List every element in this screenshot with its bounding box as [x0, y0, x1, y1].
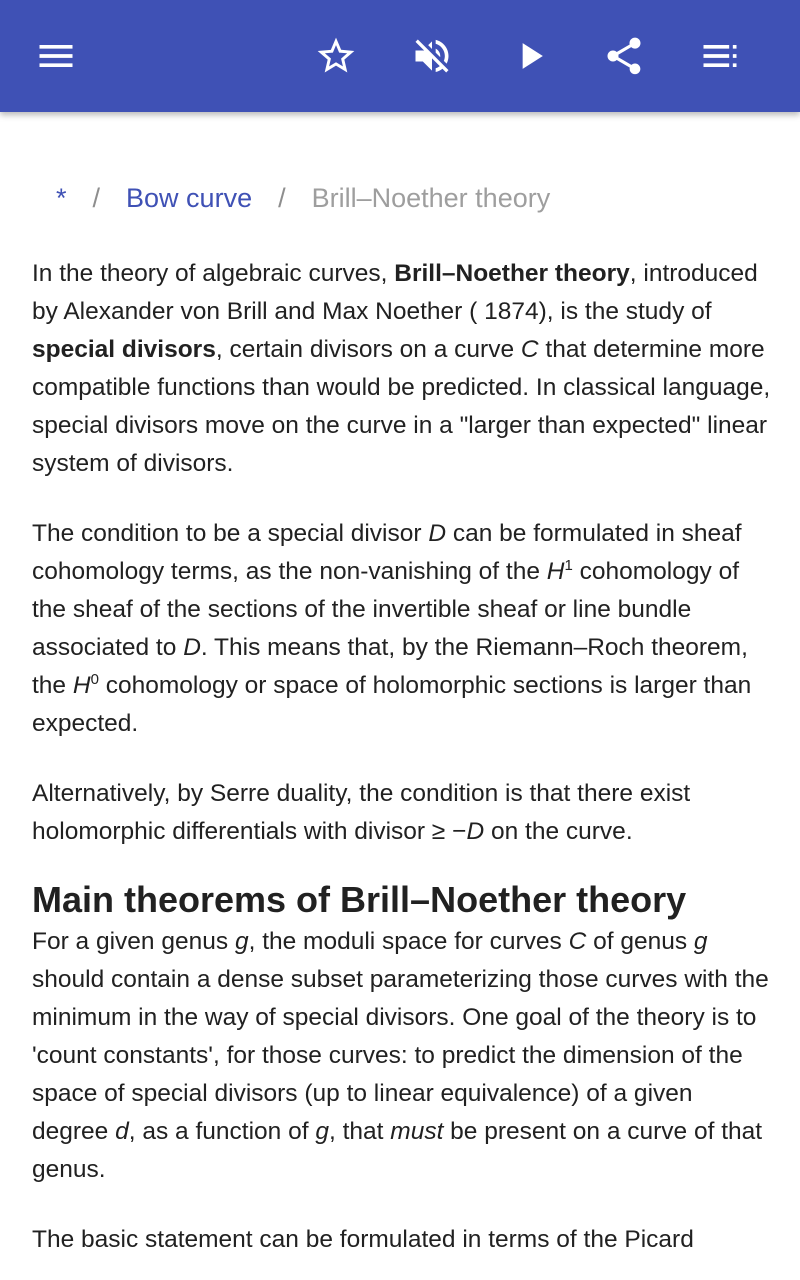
share-button[interactable]: [596, 28, 652, 84]
genus-paragraph: For a given genus g, the moduli space for curves C of genus g should contain a dense subset parameterizing those curves with the minimum in the way of special divisors. One goal of the theory is to 'count constants', for those curves: to predict the dimension of the space of special divisors (up to linear equivalence) of a given degree d, as a function of g, that must be present on a curve of that genus.: [32, 928, 769, 1183]
volume-off-icon: [410, 34, 454, 78]
breadcrumb-current: Brill–Noether theory: [311, 183, 551, 213]
breadcrumb-parent-link[interactable]: Bow curve: [126, 183, 253, 213]
app-toolbar: [0, 0, 800, 112]
playlist-icon: [698, 34, 742, 78]
favorite-button[interactable]: [308, 28, 364, 84]
contents-button[interactable]: [692, 28, 748, 84]
mute-button[interactable]: [404, 28, 460, 84]
menu-icon: [34, 34, 78, 78]
breadcrumb: [56, 180, 550, 216]
article-body: [32, 255, 772, 1280]
term-special-divisors: special divisors: [32, 336, 216, 363]
article-content: [0, 112, 800, 1280]
serre-duality-paragraph: Alternatively, by Serre duality, the condition is that there exist holomorphic differentials with divisor ≥ −D on the curve.: [32, 780, 691, 845]
picard-paragraph: The basic statement can be formulated in terms of the Picard: [32, 1226, 694, 1253]
play-icon: [508, 34, 552, 78]
term-brill-noether-theory: Brill–Noether theory: [394, 260, 630, 287]
play-button[interactable]: [502, 28, 558, 84]
star-outline-icon: [314, 34, 358, 78]
breadcrumb-home-link[interactable]: *: [56, 183, 67, 213]
cohomology-paragraph: The condition to be a special divisor D can be formulated in sheaf cohomology terms, as the non-vanishing of the $H^1$ cohomology of the sheaf of the sections of the invertible sheaf or line bundle associated to D. This means that, by the Riemann–Roch theorem, the $H^0$ cohomology or space of holomorphic sections is larger than expected.: [32, 520, 752, 737]
menu-button[interactable]: [28, 28, 84, 84]
intro-paragraph: In the theory of algebraic curves, Brill–Noether theory, introduced by Alexander von Brill and Max Noether ( 1874), is the study of special divisors, certain divisors on a curve C that determine more compatible functions than would be predicted. In classical language, special divisors move on the curve in a "larger than expected" linear system of divisors.: [32, 260, 771, 477]
breadcrumb-separator: /: [278, 183, 286, 213]
section-heading: Main theorems of Brill–Noether theory: [32, 879, 687, 920]
breadcrumb-separator: /: [92, 183, 101, 213]
share-icon: [602, 34, 646, 78]
